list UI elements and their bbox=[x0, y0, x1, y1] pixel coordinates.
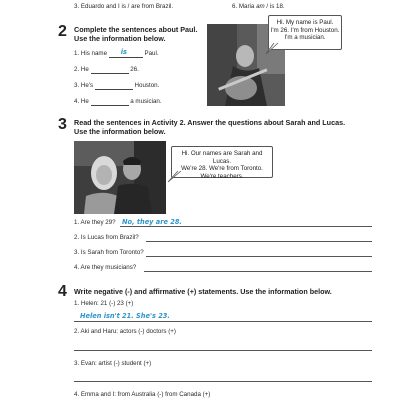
ex3-question-2: 2. Is Lucas from Brazil? bbox=[74, 234, 139, 241]
ex4-answer-line-2[interactable] bbox=[74, 350, 372, 351]
exercise-2-number: 2 bbox=[58, 23, 67, 40]
ex4-answer-line-3[interactable] bbox=[74, 381, 372, 382]
ex3-question-4: 4. Are they musicians? bbox=[74, 264, 137, 271]
sarah-lucas-bubble-tail bbox=[166, 170, 182, 184]
sarah-lucas-bubble-line3: We're teachers. bbox=[200, 172, 244, 180]
ex2-item-2 bbox=[74, 66, 139, 74]
ex2-item-4-end: a musician. bbox=[130, 98, 162, 105]
ex2-item-1-end: Paul. bbox=[144, 50, 159, 57]
ex3-answer-line-1[interactable] bbox=[120, 226, 372, 227]
exercise-3-instruction-line2: Use the information below. bbox=[74, 127, 166, 136]
ex2-item-3 bbox=[74, 82, 159, 90]
ex2-item-3-blank[interactable] bbox=[95, 82, 133, 90]
top-item-6 bbox=[232, 3, 285, 11]
ex2-item-1-answer: is bbox=[120, 48, 127, 56]
ex2-item-4-blank[interactable] bbox=[91, 98, 129, 106]
ex2-item-3-end: Houston. bbox=[134, 82, 160, 89]
ex3-answer-line-2[interactable] bbox=[146, 241, 372, 242]
ex2-item-2-blank[interactable] bbox=[91, 66, 129, 74]
ex4-prompt-1: 1. Helen: 21 (-) 23 (+) bbox=[74, 300, 134, 307]
exercise-3-instruction-line1: Read the sentences in Activity 2. Answer the questions about Sarah and Lucas. bbox=[74, 118, 346, 127]
ex2-item-1-prompt: 1. His name bbox=[74, 50, 108, 57]
exercise-3-number: 3 bbox=[58, 116, 67, 133]
ex4-prompt-4: 4. Emma and I: from Australia (-) from Canada (+) bbox=[74, 391, 211, 398]
ex2-item-1 bbox=[74, 50, 159, 58]
ex3-answer-line-3[interactable] bbox=[146, 256, 372, 257]
ex3-question-3: 3. Is Sarah from Toronto? bbox=[74, 249, 144, 256]
paul-bubble-line1: Hi. My name is Paul. bbox=[276, 19, 334, 26]
exercise-2-instruction-line1: Complete the sentences about Paul. bbox=[74, 25, 198, 34]
top-item-3: 3. Eduardo and I is / are from Brazil. bbox=[74, 3, 174, 10]
top-item-6-text-end: / is 18. bbox=[264, 3, 285, 10]
sarah-lucas-bubble-line2: We're 28. We're from Toronto. bbox=[181, 165, 263, 173]
ex4-answer-line-1[interactable] bbox=[74, 321, 372, 322]
ex2-item-2-end: 26. bbox=[130, 66, 139, 73]
ex4-prompt-3: 3. Evan: artist (-) student (+) bbox=[74, 360, 152, 367]
ex4-answer-1: Helen isn't 21. She's 23. bbox=[80, 312, 170, 320]
sarah-lucas-speech-bubble bbox=[171, 146, 273, 178]
exercise-2-instruction-line2: Use the information below. bbox=[74, 34, 166, 43]
ex2-item-4 bbox=[74, 98, 162, 106]
top-item-6-text: 6. Maria bbox=[232, 3, 257, 10]
paul-bubble-tail bbox=[264, 42, 280, 56]
ex3-question-1: 1. Are they 29? bbox=[74, 219, 116, 226]
ex2-item-2-prompt: 2. He bbox=[74, 66, 89, 73]
sarah-lucas-bubble-line1: Hi. Our names are Sarah and Lucas. bbox=[181, 150, 263, 165]
ex2-item-4-prompt: 4. He bbox=[74, 98, 89, 105]
sarah-lucas-photo-image bbox=[74, 141, 166, 214]
ex2-item-3-prompt: 3. He's bbox=[74, 82, 94, 89]
top-item-6-choice: am bbox=[256, 3, 265, 10]
exercise-4-instruction: Write negative (-) and affirmative (+) statements. Use the information below. bbox=[74, 287, 332, 296]
paul-bubble-line3: I'm a musician. bbox=[284, 34, 326, 42]
exercise-4-number: 4 bbox=[58, 283, 67, 300]
paul-bubble-line2: I'm 26. I'm from Houston. bbox=[270, 26, 340, 34]
ex3-answer-line-4[interactable] bbox=[144, 271, 372, 272]
ex2-item-1-blank[interactable] bbox=[109, 50, 143, 58]
ex4-prompt-2: 2. Aki and Haru: actors (-) doctors (+) bbox=[74, 328, 176, 335]
ex3-answer-1: No, they are 28. bbox=[122, 218, 182, 226]
sarah-lucas-photo bbox=[74, 141, 166, 214]
